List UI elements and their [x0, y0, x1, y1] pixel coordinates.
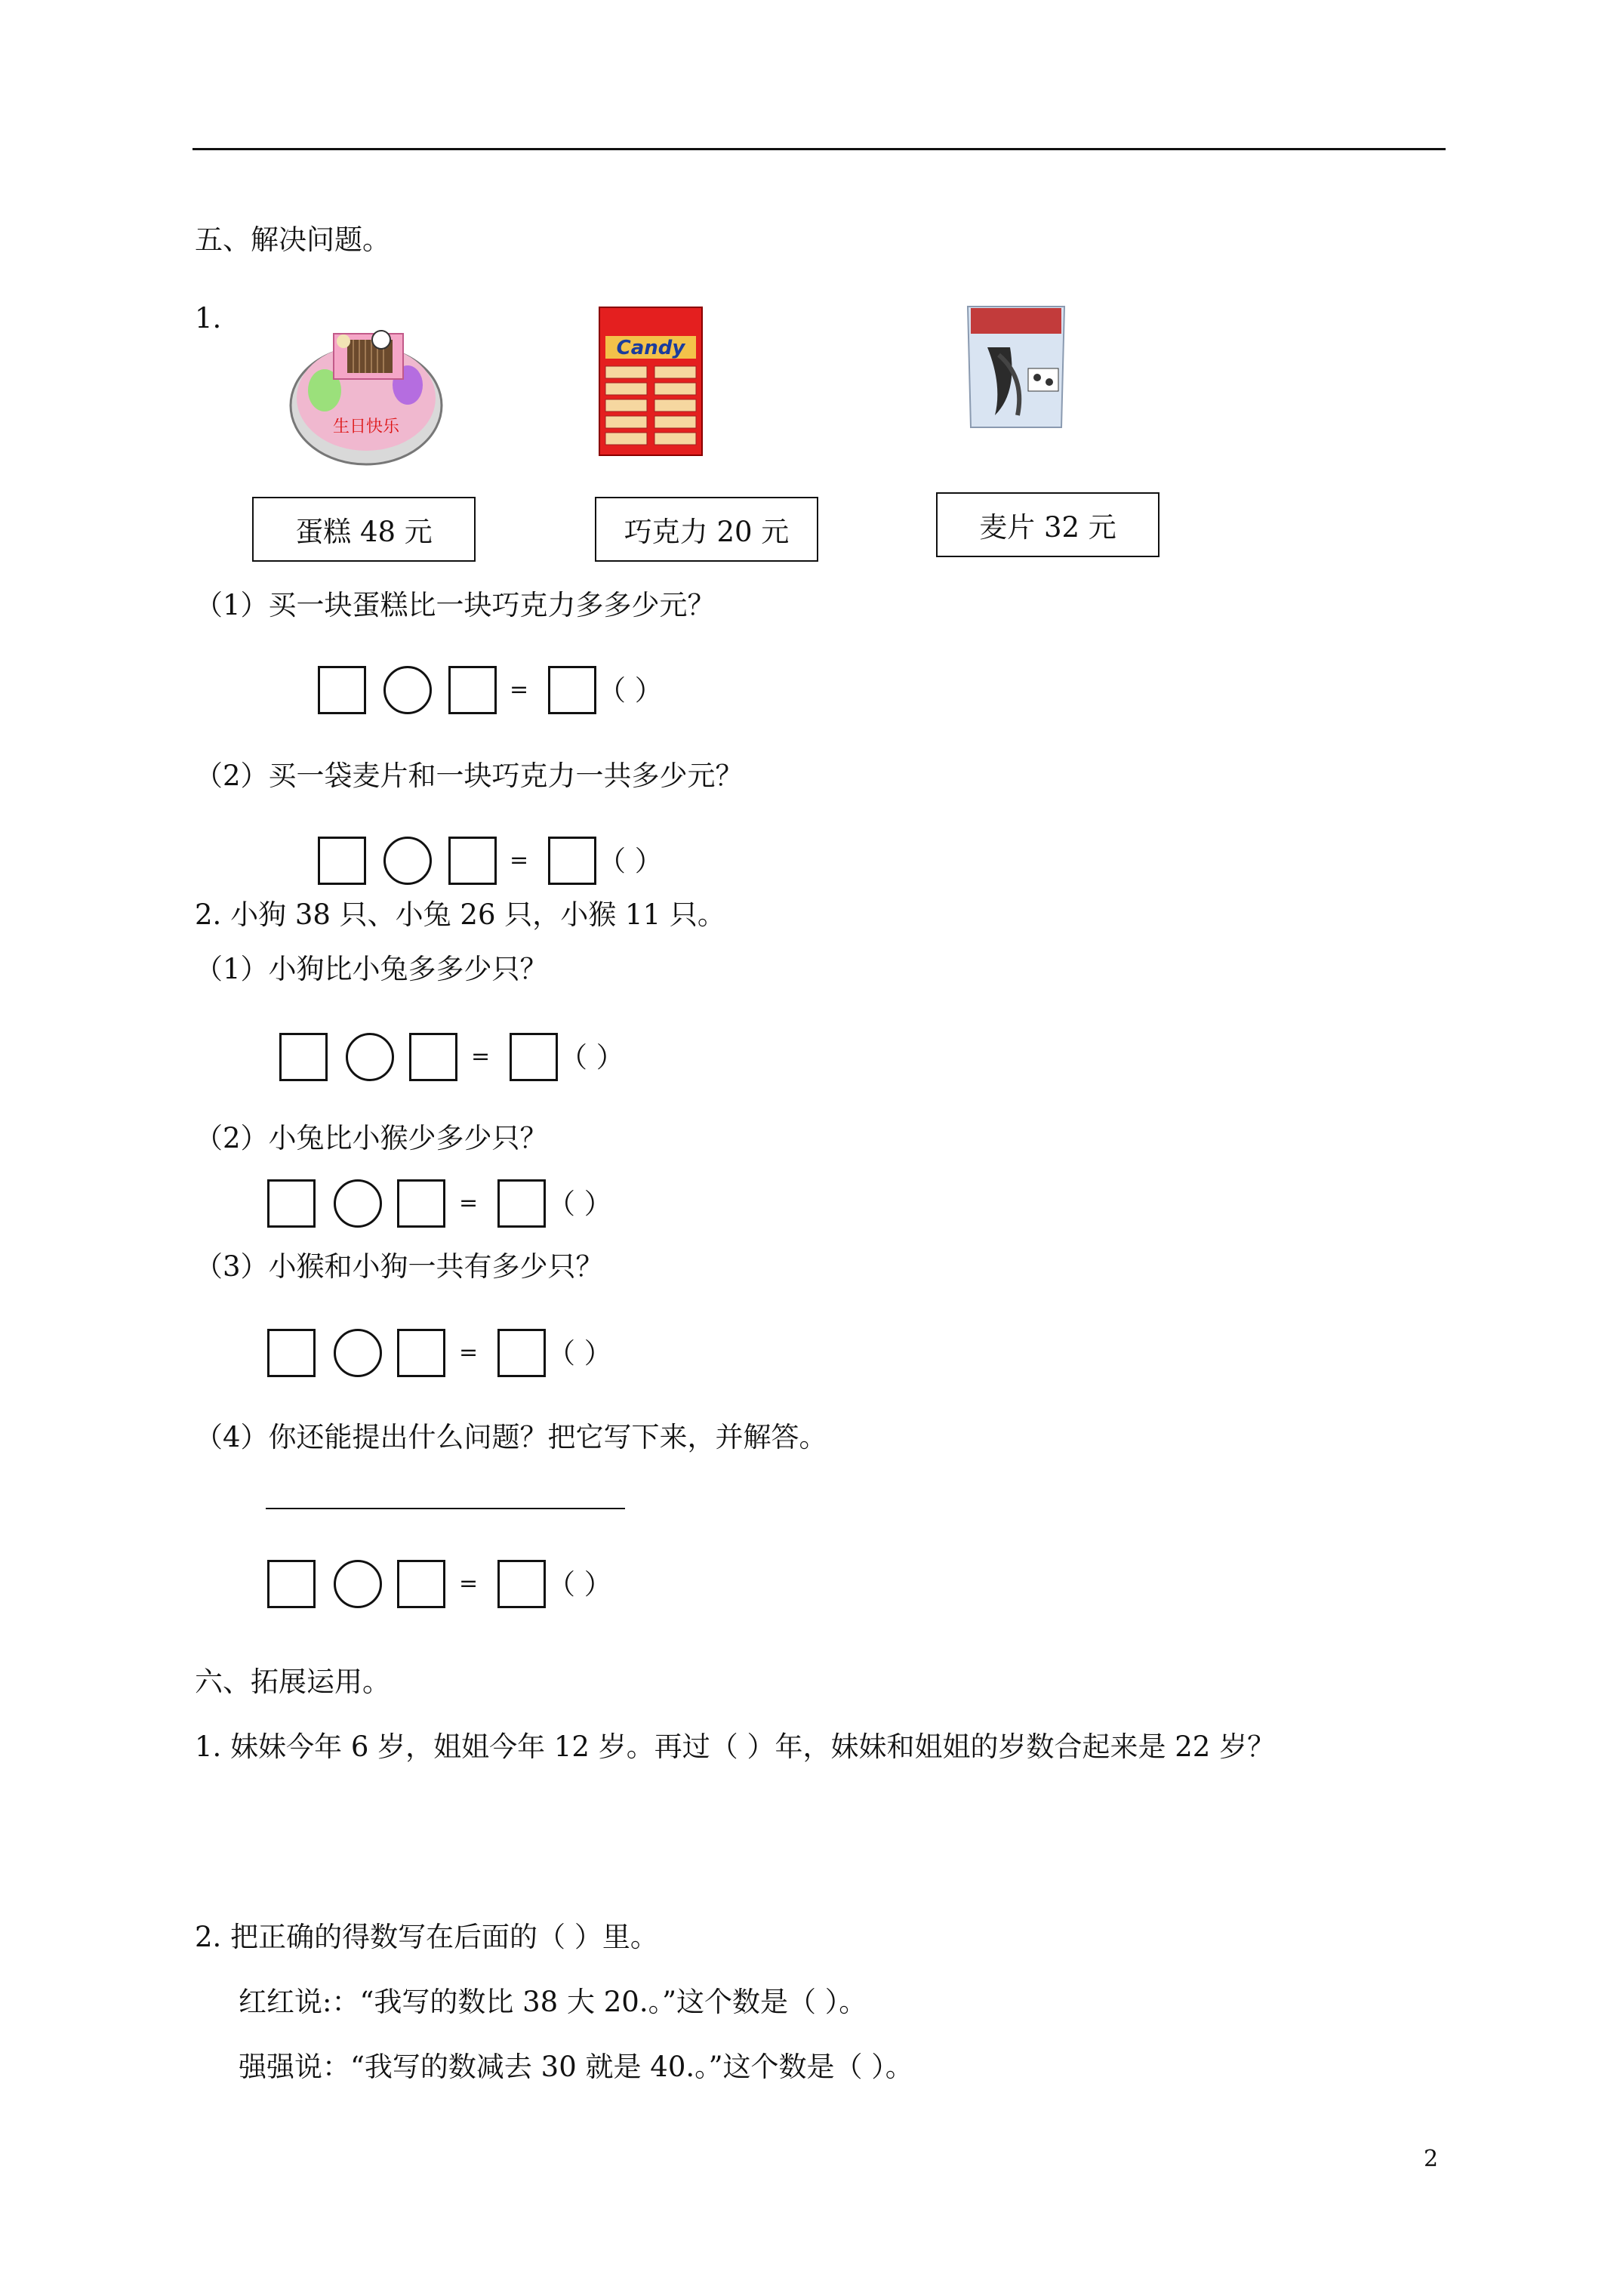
section-5-title: 五、解决问题。 — [195, 223, 390, 256]
extension-question-2-b: 强强说：“我写的数减去 30 就是 40.。”这个数是（ ）。 — [239, 2051, 913, 2083]
section-6-title: 六、拓展运用。 — [195, 1666, 390, 1698]
result-box[interactable] — [548, 666, 596, 714]
question-1-2: （2）买一袋麦片和一块巧克力一共多少元？ — [195, 760, 744, 792]
result-box[interactable] — [497, 1560, 546, 1608]
cereal-price-box: 麦片 32 元 — [936, 492, 1160, 557]
equals-sign: = — [459, 1570, 479, 1597]
unit-parentheses[interactable]: （ ） — [547, 1568, 612, 1601]
question-2-4: （4）你还能提出什么问题？把它写下来，并解答。 — [195, 1421, 827, 1453]
chocolate-image-text: Candy — [616, 337, 685, 359]
unit-parentheses[interactable]: （ ） — [598, 845, 663, 877]
answer-box[interactable] — [267, 1179, 316, 1228]
unit-parentheses[interactable]: （ ） — [559, 1041, 624, 1074]
answer-box[interactable] — [397, 1179, 445, 1228]
operator-circle[interactable] — [346, 1033, 394, 1081]
unit-parentheses[interactable]: （ ） — [547, 1188, 612, 1220]
operator-circle[interactable] — [383, 837, 432, 885]
answer-box[interactable] — [318, 666, 366, 714]
equals-sign: = — [510, 676, 529, 703]
question-1-1: （1）买一块蛋糕比一块巧克力多多少元？ — [195, 589, 716, 621]
equals-sign: = — [459, 1190, 479, 1216]
extension-question-2-a: 红红说:：“我写的数比 38 大 20.。”这个数是（ ）。 — [239, 1986, 867, 2018]
cake-price-box: 蛋糕 48 元 — [252, 497, 476, 562]
cake-image-text: 生日快乐 — [332, 418, 400, 436]
answer-box[interactable] — [448, 666, 497, 714]
equals-sign: = — [510, 847, 529, 874]
question-2-2: （2）小兔比小猴少多少只？ — [195, 1122, 548, 1154]
question-2-1: （1）小狗比小兔多多少只？ — [195, 953, 548, 985]
header-rule — [192, 148, 1446, 150]
extension-question-2: 2. 把正确的得数写在后面的（ ）里。 — [195, 1921, 658, 1953]
cake-image — [287, 311, 445, 470]
operator-circle[interactable] — [334, 1179, 382, 1228]
operator-circle[interactable] — [334, 1329, 382, 1377]
result-box[interactable] — [497, 1329, 546, 1377]
answer-box[interactable] — [397, 1560, 445, 1608]
equals-sign: = — [459, 1339, 479, 1366]
extension-question-1: 1. 妹妹今年 6 岁，姐姐今年 12 岁。再过（ ）年，妹妹和姐姐的岁数合起来是 22 岁？ — [195, 1730, 1276, 1763]
cereal-bag-image — [965, 302, 1067, 432]
chocolate-price-box: 巧克力 20 元 — [595, 497, 818, 562]
unit-parentheses[interactable]: （ ） — [547, 1337, 612, 1370]
operator-circle[interactable] — [334, 1560, 382, 1608]
answer-box[interactable] — [397, 1329, 445, 1377]
unit-parentheses[interactable]: （ ） — [598, 674, 663, 707]
result-box[interactable] — [510, 1033, 558, 1081]
answer-box[interactable] — [279, 1033, 328, 1081]
question-1-number: 1. — [195, 302, 222, 334]
answer-box[interactable] — [409, 1033, 457, 1081]
equals-sign: = — [471, 1043, 491, 1070]
question-2-3: （3）小猴和小狗一共有多少只？ — [195, 1250, 604, 1283]
answer-box[interactable] — [267, 1560, 316, 1608]
question-2: 2. 小狗 38 只、小兔 26 只，小猴 11 只。 — [195, 898, 725, 931]
answer-box[interactable] — [267, 1329, 316, 1377]
chocolate-box-image — [598, 306, 704, 457]
write-question-line[interactable] — [266, 1508, 625, 1509]
page-number: 2 — [1424, 2146, 1439, 2172]
answer-box[interactable] — [448, 837, 497, 885]
operator-circle[interactable] — [383, 666, 432, 714]
result-box[interactable] — [497, 1179, 546, 1228]
result-box[interactable] — [548, 837, 596, 885]
answer-box[interactable] — [318, 837, 366, 885]
